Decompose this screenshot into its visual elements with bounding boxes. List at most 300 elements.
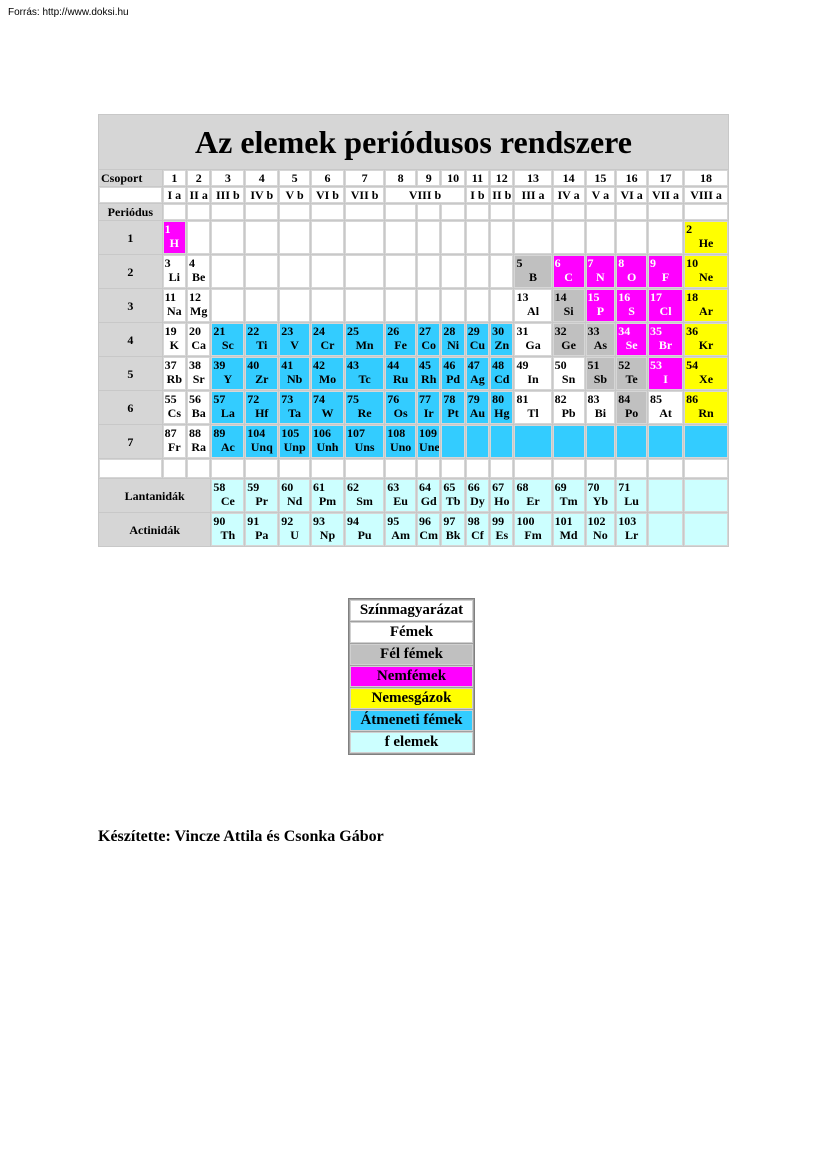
element-li [163, 255, 186, 288]
empty-cell [245, 221, 278, 254]
element-h [163, 221, 186, 254]
element-symbol: Une [419, 440, 440, 454]
subgroup-label: III b [211, 187, 244, 203]
group-number: 7 [345, 170, 384, 186]
element-symbol: Cm [419, 528, 439, 542]
atomic-number: 27 [419, 324, 432, 338]
empty-cell [311, 255, 344, 288]
element-fr [163, 425, 186, 458]
element-tl [514, 391, 551, 424]
element-symbol: Br [658, 338, 673, 352]
period-number: 1 [99, 221, 162, 254]
empty-cell [648, 425, 683, 458]
atomic-number: 93 [313, 514, 326, 528]
atomic-number: 30 [492, 324, 505, 338]
element-symbol: Pa [255, 528, 269, 542]
element-mn [345, 323, 384, 356]
element-symbol: Ga [525, 338, 541, 352]
atomic-number: 36 [686, 324, 699, 338]
element-np [311, 513, 344, 546]
element-hf [245, 391, 278, 424]
subgroup-label: VI a [616, 187, 647, 203]
empty-cell [211, 255, 244, 288]
atomic-number: 3 [164, 256, 171, 270]
empty-cell [345, 221, 384, 254]
element-symbol: Nd [286, 494, 303, 508]
empty-cell [441, 425, 464, 458]
atomic-number: 32 [554, 324, 567, 338]
element-symbol: Ge [561, 338, 576, 352]
element-he [684, 221, 728, 254]
element-o [616, 255, 647, 288]
atomic-number: 47 [467, 358, 480, 372]
empty-cell [385, 289, 416, 322]
element-symbol: Po [624, 406, 639, 420]
element-pr [245, 479, 278, 512]
legend-title: Színmagyarázat [350, 600, 473, 621]
empty-cell [417, 255, 440, 288]
empty-cell [514, 204, 551, 220]
element-no [586, 513, 616, 546]
element-dy [466, 479, 489, 512]
empty-cell [684, 204, 728, 220]
empty-cell [211, 459, 244, 478]
element-symbol: F [661, 270, 670, 284]
empty-cell [211, 221, 244, 254]
element-symbol: Si [563, 304, 574, 318]
atomic-number: 108 [387, 426, 406, 440]
element-hg [490, 391, 513, 424]
element-symbol: Lu [624, 494, 639, 508]
group-number: 4 [245, 170, 278, 186]
element-symbol: Mo [318, 372, 337, 386]
atomic-number: 58 [213, 480, 226, 494]
element-symbol: La [220, 406, 235, 420]
atomic-number: 98 [467, 514, 480, 528]
element-symbol: Md [559, 528, 578, 542]
atomic-number: 66 [467, 480, 480, 494]
empty-cell [553, 204, 585, 220]
element-symbol: Zn [494, 338, 510, 352]
element-symbol: Ru [392, 372, 409, 386]
legend-semimetals: Fél fémek [350, 644, 473, 665]
element-f [648, 255, 683, 288]
element-une [417, 425, 440, 458]
atomic-number: 33 [587, 324, 600, 338]
subgroup-label: II b [490, 187, 513, 203]
atomic-number: 41 [281, 358, 294, 372]
atomic-number: 80 [492, 392, 505, 406]
atomic-number: 106 [313, 426, 332, 440]
empty-cell [553, 425, 585, 458]
atomic-number: 103 [618, 514, 637, 528]
element-symbol: Np [319, 528, 336, 542]
empty-cell [279, 289, 310, 322]
atomic-number: 81 [516, 392, 529, 406]
group-number: 13 [514, 170, 551, 186]
atomic-number: 52 [618, 358, 631, 372]
element-symbol: W [321, 406, 334, 420]
atomic-number: 60 [281, 480, 294, 494]
period-number: 4 [99, 323, 162, 356]
element-symbol: Cl [659, 304, 672, 318]
element-symbol: Th [220, 528, 236, 542]
atomic-number: 29 [467, 324, 480, 338]
group-number: 2 [187, 170, 210, 186]
atomic-number: 19 [164, 324, 177, 338]
element-pt [441, 391, 464, 424]
element-sc [211, 323, 244, 356]
empty-cell [279, 459, 310, 478]
empty-cell [648, 513, 683, 546]
element-symbol: Se [625, 338, 638, 352]
element-symbol: Es [495, 528, 509, 542]
element-symbol: Fe [394, 338, 407, 352]
empty-cell [99, 459, 162, 478]
element-symbol: I [663, 372, 668, 386]
atomic-number: 7 [587, 256, 594, 270]
empty-cell [616, 221, 647, 254]
empty-cell [586, 204, 616, 220]
element-symbol: Sc [221, 338, 234, 352]
element-symbol: K [169, 338, 179, 352]
element-symbol: Tm [559, 494, 578, 508]
source-note: Forrás: http://www.doksi.hu [8, 7, 129, 18]
element-symbol: Ca [191, 338, 207, 352]
element-symbol: Co [421, 338, 437, 352]
element-fm [514, 513, 551, 546]
element-am [385, 513, 416, 546]
element-symbol: Mn [355, 338, 374, 352]
atomic-number: 40 [247, 358, 260, 372]
element-cs [163, 391, 186, 424]
atomic-number: 55 [164, 392, 177, 406]
atomic-number: 4 [189, 256, 196, 270]
element-os [385, 391, 416, 424]
atomic-number: 49 [516, 358, 529, 372]
element-ni [441, 323, 464, 356]
element-uns [345, 425, 384, 458]
empty-cell [648, 479, 683, 512]
element-symbol: Sm [356, 494, 373, 508]
empty-cell [490, 204, 513, 220]
subgroup-label: IV a [553, 187, 585, 203]
element-symbol: V [290, 338, 299, 352]
atomic-number: 39 [213, 358, 226, 372]
element-sn [553, 357, 585, 390]
element-gd [417, 479, 440, 512]
empty-cell [466, 204, 489, 220]
atomic-number: 34 [618, 324, 631, 338]
element-al [514, 289, 551, 322]
element-symbol: Ce [220, 494, 235, 508]
empty-cell [490, 289, 513, 322]
empty-cell [163, 459, 186, 478]
element-nb [279, 357, 310, 390]
atomic-number: 45 [419, 358, 432, 372]
element-c [553, 255, 585, 288]
element-symbol: In [527, 372, 539, 386]
element-mg [187, 289, 210, 322]
element-lu [616, 479, 647, 512]
element-symbol: Al [527, 304, 540, 318]
empty-cell [616, 425, 647, 458]
atomic-number: 11 [164, 290, 176, 304]
element-si [553, 289, 585, 322]
element-au [466, 391, 489, 424]
empty-cell [514, 221, 551, 254]
atomic-number: 35 [650, 324, 663, 338]
element-p [586, 289, 616, 322]
empty-cell [441, 255, 464, 288]
group-number: 18 [684, 170, 728, 186]
empty-cell [466, 255, 489, 288]
element-symbol: Unp [283, 440, 306, 454]
group-number: 14 [553, 170, 585, 186]
element-br [648, 323, 683, 356]
element-symbol: U [290, 528, 299, 542]
element-symbol: Ar [699, 304, 714, 318]
atomic-number: 6 [554, 256, 561, 270]
atomic-number: 104 [247, 426, 266, 440]
atomic-number: 99 [492, 514, 505, 528]
atomic-number: 77 [419, 392, 432, 406]
element-th [211, 513, 244, 546]
element-symbol: Cs [167, 406, 181, 420]
element-symbol: Pm [318, 494, 337, 508]
element-ra [187, 425, 210, 458]
element-symbol: Sb [593, 372, 608, 386]
empty-cell [245, 255, 278, 288]
period-number: 3 [99, 289, 162, 322]
element-symbol: Ho [494, 494, 510, 508]
atomic-number: 12 [189, 290, 202, 304]
empty-cell [311, 204, 344, 220]
element-symbol: Pd [446, 372, 461, 386]
atomic-number: 26 [387, 324, 400, 338]
element-symbol: Te [625, 372, 638, 386]
element-unh [311, 425, 344, 458]
atomic-number: 28 [443, 324, 456, 338]
element-tb [441, 479, 464, 512]
atomic-number: 22 [247, 324, 260, 338]
group-number: 12 [490, 170, 513, 186]
empty-cell [490, 255, 513, 288]
element-unp [279, 425, 310, 458]
atomic-number: 61 [313, 480, 326, 494]
element-symbol: Er [526, 494, 540, 508]
element-unq [245, 425, 278, 458]
element-symbol: Os [393, 406, 408, 420]
atomic-number: 71 [618, 480, 631, 494]
empty-cell [553, 221, 585, 254]
element-symbol: Pu [357, 528, 372, 542]
empty-cell [311, 459, 344, 478]
atomic-number: 67 [492, 480, 505, 494]
element-symbol: Tc [358, 372, 371, 386]
element-as [586, 323, 616, 356]
element-ir [417, 391, 440, 424]
atomic-number: 85 [650, 392, 663, 406]
element-tc [345, 357, 384, 390]
atomic-number: 107 [346, 426, 365, 440]
atomic-number: 76 [387, 392, 400, 406]
element-symbol: Rh [421, 372, 437, 386]
atomic-number: 9 [650, 256, 657, 270]
period-label: Periódus [99, 204, 162, 220]
group-number: 6 [311, 170, 344, 186]
group-number: 16 [616, 170, 647, 186]
element-rh [417, 357, 440, 390]
author-credit: Készítette: Vincze Attila és Csonka Gábor [98, 828, 384, 845]
element-symbol: B [529, 270, 538, 284]
element-rb [163, 357, 186, 390]
element-symbol: Zr [255, 372, 269, 386]
element-sr [187, 357, 210, 390]
element-pb [553, 391, 585, 424]
empty-cell [279, 221, 310, 254]
atomic-number: 25 [346, 324, 359, 338]
atomic-number: 82 [554, 392, 567, 406]
element-symbol: He [698, 236, 714, 250]
group-number: 9 [417, 170, 440, 186]
element-symbol: Pr [255, 494, 269, 508]
element-w [311, 391, 344, 424]
element-zr [245, 357, 278, 390]
element-symbol: Xe [699, 372, 714, 386]
actinides-label: Actinidák [99, 513, 210, 546]
subgroup-label: V a [586, 187, 616, 203]
empty-cell [490, 459, 513, 478]
empty-cell [417, 221, 440, 254]
element-symbol: Rb [166, 372, 182, 386]
element-symbol: Nb [286, 372, 303, 386]
page-title: Az elemek periódusos rendszere [99, 115, 728, 169]
element-re [345, 391, 384, 424]
atomic-number: 86 [686, 392, 699, 406]
element-er [514, 479, 551, 512]
element-cm [417, 513, 440, 546]
atomic-number: 69 [554, 480, 567, 494]
element-symbol: H [169, 236, 179, 250]
empty-cell [648, 459, 683, 478]
empty-cell [99, 187, 162, 203]
atomic-number: 31 [516, 324, 529, 338]
atomic-number: 79 [467, 392, 480, 406]
element-se [616, 323, 647, 356]
periodic-table [98, 114, 729, 547]
subgroup-label: VII a [648, 187, 683, 203]
element-eu [385, 479, 416, 512]
element-in [514, 357, 551, 390]
empty-cell [684, 459, 728, 478]
empty-cell [345, 204, 384, 220]
empty-cell [441, 221, 464, 254]
element-i [648, 357, 683, 390]
element-ge [553, 323, 585, 356]
element-s [616, 289, 647, 322]
element-kr [684, 323, 728, 356]
legend-metals: Fémek [350, 622, 473, 643]
element-ca [187, 323, 210, 356]
element-te [616, 357, 647, 390]
atomic-number: 54 [686, 358, 699, 372]
atomic-number: 89 [213, 426, 226, 440]
element-u [279, 513, 310, 546]
atomic-number: 20 [189, 324, 202, 338]
empty-cell [514, 459, 551, 478]
atomic-number: 88 [189, 426, 202, 440]
period-number: 7 [99, 425, 162, 458]
element-lr [616, 513, 647, 546]
group-number: 5 [279, 170, 310, 186]
atomic-number: 75 [346, 392, 359, 406]
element-symbol: At [659, 406, 672, 420]
empty-cell [466, 425, 489, 458]
element-symbol: Ac [220, 440, 235, 454]
element-symbol: Ra [191, 440, 207, 454]
element-symbol: Pb [561, 406, 576, 420]
atomic-number: 37 [164, 358, 177, 372]
atomic-number: 94 [346, 514, 359, 528]
element-fe [385, 323, 416, 356]
element-symbol: As [593, 338, 608, 352]
element-ga [514, 323, 551, 356]
empty-cell [684, 479, 728, 512]
element-symbol: Na [167, 304, 182, 318]
element-symbol: Cu [469, 338, 486, 352]
element-pd [441, 357, 464, 390]
element-symbol: Tb [445, 494, 461, 508]
empty-cell [417, 204, 440, 220]
empty-cell [385, 204, 416, 220]
period-number: 5 [99, 357, 162, 390]
empty-cell [187, 204, 210, 220]
element-pu [345, 513, 384, 546]
atomic-number: 51 [587, 358, 600, 372]
element-ti [245, 323, 278, 356]
element-symbol: Mg [190, 304, 208, 318]
element-symbol: Ti [256, 338, 268, 352]
element-symbol: Tl [527, 406, 539, 420]
empty-cell [441, 459, 464, 478]
legend-f-elements: f elemek [350, 732, 473, 753]
subgroup-label: II a [187, 187, 210, 203]
empty-cell [279, 255, 310, 288]
empty-cell [490, 425, 513, 458]
element-cu [466, 323, 489, 356]
element-symbol: Y [223, 372, 233, 386]
empty-cell [245, 289, 278, 322]
atomic-number: 2 [686, 222, 693, 236]
element-symbol: Uno [389, 440, 412, 454]
element-symbol: Ba [191, 406, 206, 420]
atomic-number: 1 [164, 222, 171, 236]
atomic-number: 59 [247, 480, 260, 494]
atomic-number: 14 [554, 290, 567, 304]
atomic-number: 92 [281, 514, 294, 528]
element-symbol: Fr [168, 440, 181, 454]
element-at [648, 391, 683, 424]
group-label: Csoport [99, 170, 162, 186]
empty-cell [245, 459, 278, 478]
empty-cell [466, 459, 489, 478]
atomic-number: 5 [516, 256, 523, 270]
atomic-number: 48 [492, 358, 505, 372]
atomic-number: 38 [189, 358, 202, 372]
atomic-number: 46 [443, 358, 456, 372]
empty-cell [187, 221, 210, 254]
